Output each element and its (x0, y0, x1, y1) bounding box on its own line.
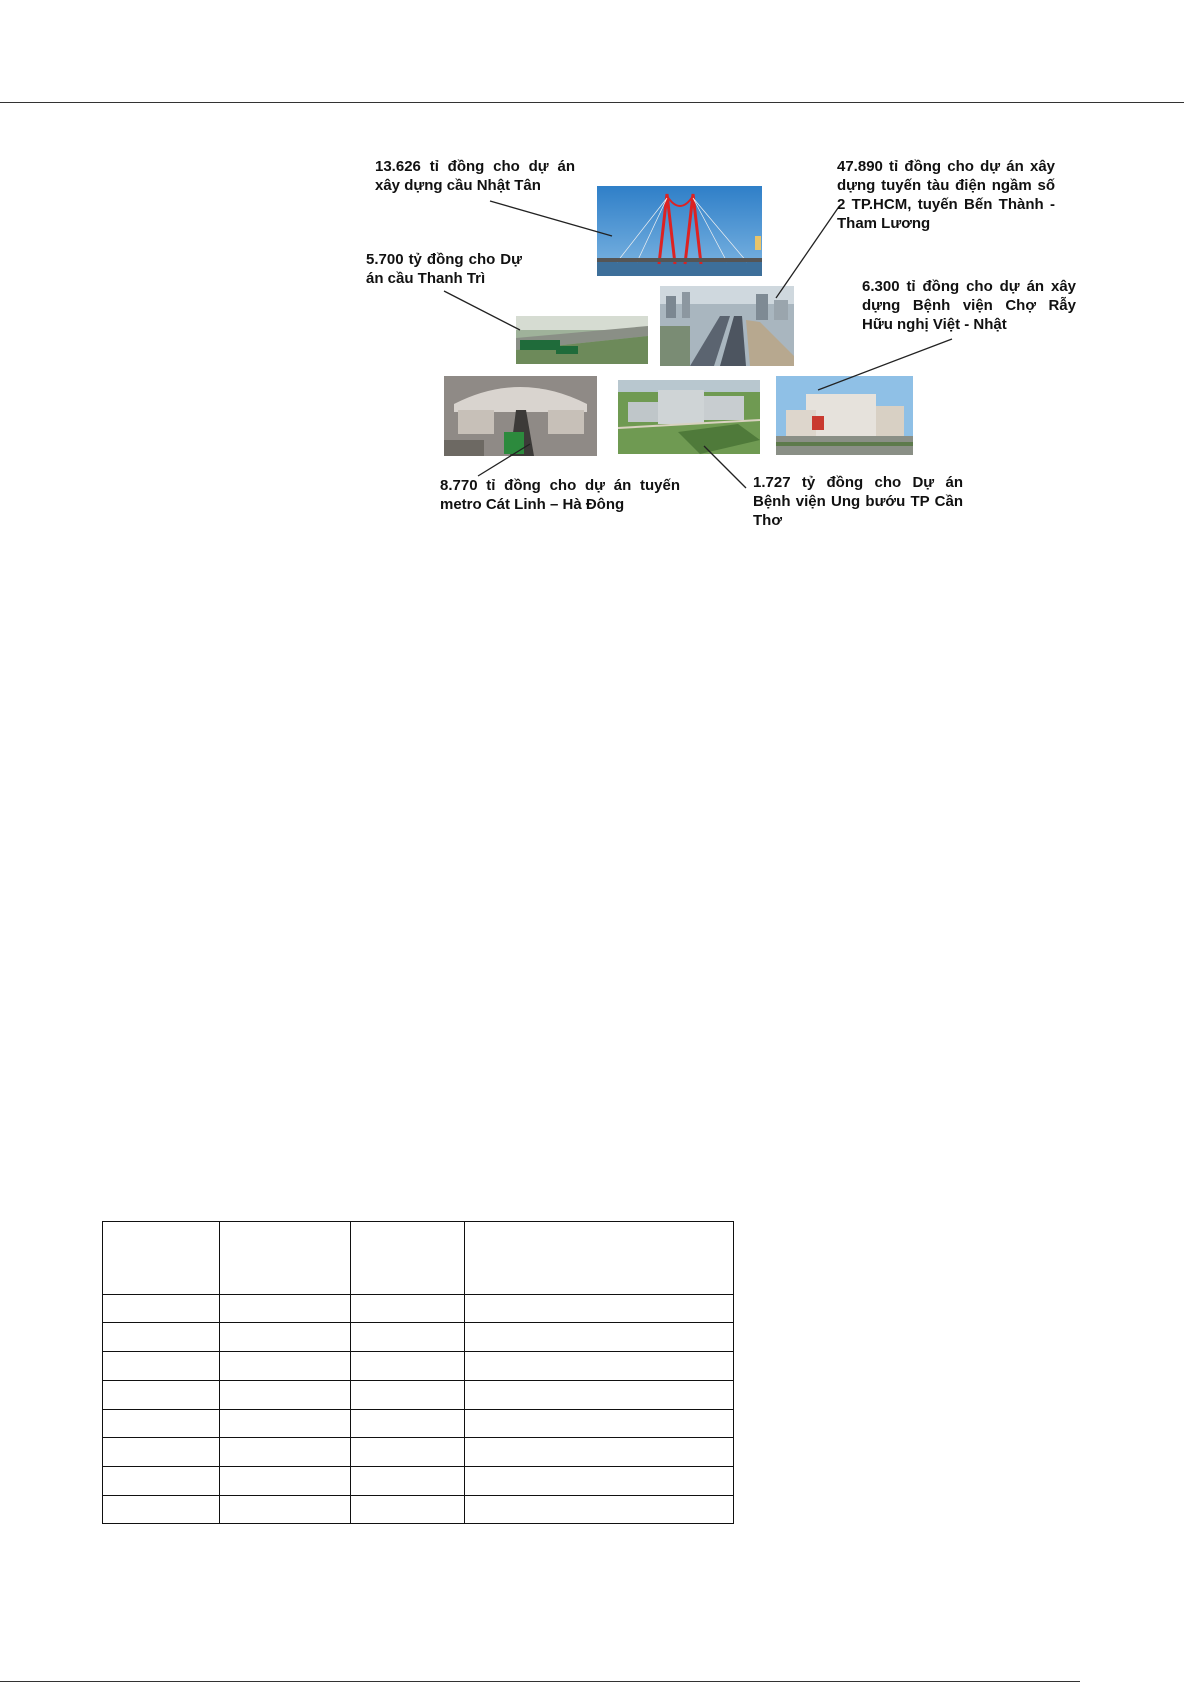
table-cell (465, 1381, 734, 1410)
table-cell (351, 1410, 465, 1438)
table-cell (465, 1295, 734, 1323)
caption-cho-ray: 6.300 tỉ đồng cho dự án xây dựng Bệnh viện Chợ Rẫy Hữu nghị Việt - Nhật (862, 278, 1076, 333)
table-cell (220, 1222, 351, 1295)
table-cell (351, 1381, 465, 1410)
table-cell (351, 1496, 465, 1524)
caption-can-tho: 1.727 tỷ đồng cho Dự án Bệnh viện Ung bướu TP Cần Thơ (753, 474, 963, 529)
table-cell (103, 1410, 220, 1438)
table-cell (465, 1410, 734, 1438)
caption-thanh-tri: 5.700 tỷ đồng cho Dự án cầu Thanh Trì (366, 251, 522, 287)
table-cell (103, 1438, 220, 1467)
table-cell (220, 1438, 351, 1467)
table-cell (465, 1438, 734, 1467)
table-cell (220, 1410, 351, 1438)
table-row (103, 1410, 734, 1438)
table-cell (103, 1381, 220, 1410)
table-cell (351, 1467, 465, 1496)
caption-metro-hcm: 47.890 tỉ đồng cho dự án xây dựng tuyến tàu điện ngầm số 2 TP.HCM, tuyến Bến Thành - Tham Lương (837, 158, 1055, 232)
table-row (103, 1352, 734, 1381)
table-cell (465, 1352, 734, 1381)
caption-nhat-tan: 13.626 tỉ đồng cho dự án xây dựng cầu Nhật Tân (375, 158, 575, 194)
table-cell (103, 1467, 220, 1496)
table-cell (103, 1295, 220, 1323)
table-cell (351, 1352, 465, 1381)
table-cell (220, 1496, 351, 1524)
footer-rule (0, 1681, 1080, 1682)
table-cell (220, 1467, 351, 1496)
table-cell (465, 1467, 734, 1496)
table-cell (465, 1323, 734, 1352)
table-cell (103, 1352, 220, 1381)
table-cell (351, 1438, 465, 1467)
empty-data-table (102, 1221, 734, 1524)
table-cell (351, 1222, 465, 1295)
table-cell (465, 1496, 734, 1524)
table-cell (351, 1323, 465, 1352)
table-cell (220, 1352, 351, 1381)
caption-cat-linh: 8.770 tỉ đồng cho dự án tuyến metro Cát Linh – Hà Đông (440, 477, 680, 513)
table-row (103, 1438, 734, 1467)
table-cell (103, 1323, 220, 1352)
table-cell (465, 1222, 734, 1295)
table-row (103, 1467, 734, 1496)
table-cell (351, 1295, 465, 1323)
table-cell (103, 1222, 220, 1295)
table-row (103, 1295, 734, 1323)
table-cell (220, 1381, 351, 1410)
table-row (103, 1323, 734, 1352)
table-row (103, 1381, 734, 1410)
table-row (103, 1496, 734, 1524)
table-cell (220, 1295, 351, 1323)
table-cell (220, 1323, 351, 1352)
table-header-row (103, 1222, 734, 1295)
table-cell (103, 1496, 220, 1524)
